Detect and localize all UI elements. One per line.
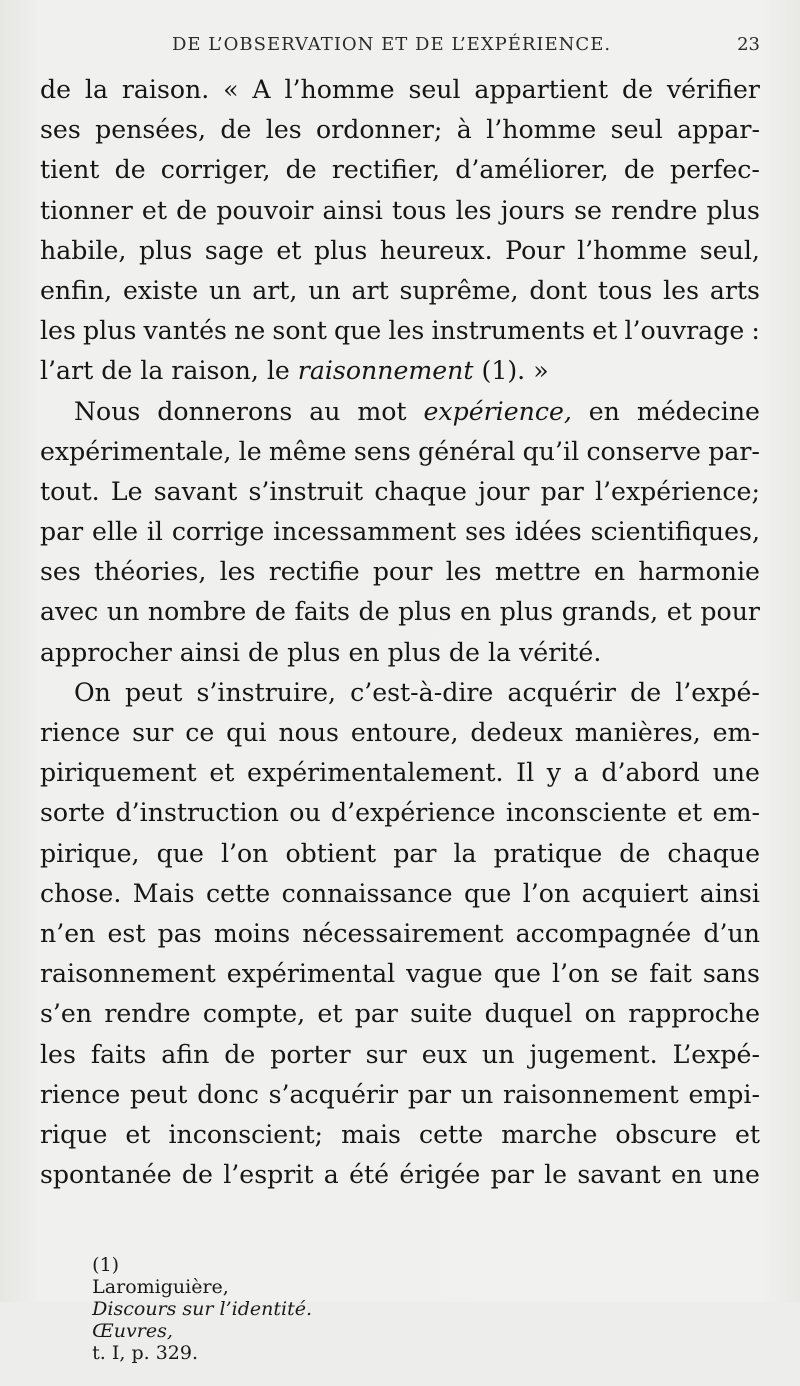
word: en [588, 396, 620, 426]
word: acquérir [507, 677, 616, 707]
word: dont [529, 275, 588, 305]
word: tient [40, 155, 100, 185]
word: compte, [202, 999, 306, 1029]
word: incessamment [273, 517, 457, 547]
text-line [40, 552, 760, 592]
word: On [74, 677, 111, 707]
word: au [309, 396, 341, 426]
word: tous [392, 195, 447, 225]
word: ne [234, 316, 266, 346]
word: plus [313, 235, 368, 265]
word: la [140, 356, 172, 386]
word: pour [700, 597, 760, 627]
word: obtient [285, 838, 377, 868]
word: qui [226, 718, 267, 747]
word: les [455, 195, 492, 225]
word: un [460, 1079, 494, 1109]
word: plus [83, 316, 137, 346]
body-text [40, 70, 760, 1195]
word: les [265, 115, 302, 145]
word: nous [278, 718, 339, 747]
word: enfin, [40, 275, 113, 305]
word: inconsciente [505, 798, 667, 828]
word: expérimental [226, 959, 396, 989]
word: se [574, 195, 602, 225]
word: même [268, 436, 347, 466]
word: de [630, 677, 662, 707]
word: art, [252, 275, 298, 305]
word: l’homme [577, 235, 688, 265]
word: faits [294, 597, 350, 627]
word: arts [709, 275, 760, 305]
word: nombre [147, 597, 247, 627]
word: chaque [374, 476, 467, 506]
word: Le [110, 476, 143, 506]
word: donnerons [157, 396, 293, 426]
text-line [40, 753, 760, 793]
word: pirique, [40, 838, 140, 868]
word: mettre [494, 557, 581, 587]
text-line [40, 834, 760, 874]
word: que [334, 316, 382, 346]
word: les [388, 316, 425, 346]
word: (1). [481, 356, 534, 386]
word: s’acquérir [268, 1079, 399, 1109]
word: savant [577, 1160, 661, 1190]
word: peut [124, 677, 183, 707]
word: vérifier [666, 75, 760, 104]
word: faits [90, 1039, 147, 1069]
word: y [546, 758, 562, 788]
word: les [219, 557, 256, 587]
word: inconscient; [168, 1119, 324, 1149]
word: accompagnée [515, 918, 692, 948]
word: par- [708, 436, 760, 466]
word: afin [161, 1039, 210, 1069]
page-header [160, 34, 760, 60]
word: rique [40, 1119, 108, 1149]
word: pensées, [95, 115, 207, 145]
word: eux [421, 1039, 468, 1069]
word: de [248, 637, 288, 667]
word: et [592, 316, 618, 346]
word: obscure [615, 1119, 717, 1149]
word: en [594, 557, 626, 587]
word: l’homme [284, 75, 395, 104]
footnote-marker: (1) [92, 1254, 120, 1276]
word: manières, [574, 718, 701, 747]
word: l’on [551, 959, 600, 989]
word: l’expérience; [595, 476, 760, 506]
word: instruments [431, 316, 586, 346]
word: seul, [699, 235, 760, 265]
word: que [156, 838, 204, 868]
word: chaque [667, 838, 760, 868]
text-line [40, 673, 760, 713]
word: un [482, 1039, 515, 1069]
word: un [308, 275, 341, 305]
word: expérimentalement. [246, 758, 504, 788]
word: et [141, 195, 167, 225]
text-line [40, 1075, 760, 1115]
text-line [40, 874, 760, 914]
word: tout. [40, 476, 100, 506]
word: sans [702, 959, 760, 989]
word: les [445, 557, 482, 587]
word: théories, [94, 557, 207, 587]
word: acquiert [581, 878, 689, 908]
word: sur [365, 1039, 407, 1069]
word: heureux. [379, 235, 493, 265]
word: il [146, 517, 163, 547]
word: mais [341, 1119, 401, 1149]
word: les [40, 316, 76, 346]
word: s’instruire, [196, 677, 336, 707]
word: d’un [703, 918, 760, 948]
word: plus [706, 195, 760, 225]
word: vérité. [519, 637, 602, 667]
word: plus [287, 637, 349, 667]
word: em- [712, 718, 760, 747]
word: corriger, [160, 155, 271, 185]
word: ainsi [179, 637, 249, 667]
word: s’instruit [248, 476, 364, 506]
word: un [106, 597, 140, 627]
word: ainsi [322, 195, 383, 225]
word: par [540, 476, 584, 506]
text-line [40, 392, 760, 432]
word: on [584, 999, 616, 1029]
word: l’expé- [675, 677, 760, 707]
word: marche [501, 1119, 598, 1149]
word: un [208, 275, 242, 305]
word: de [176, 195, 208, 225]
word: l’art [40, 356, 102, 386]
word: « [223, 75, 239, 104]
word: d’expérience [331, 798, 496, 828]
word: de [114, 155, 146, 185]
word: approcher [40, 637, 180, 667]
word: : [751, 316, 760, 346]
word: raisonnement [40, 959, 216, 989]
word: de [40, 75, 72, 104]
word: de [358, 597, 390, 627]
word: avec [40, 597, 99, 627]
word: savant [153, 476, 238, 506]
footnote-ref: t. I, p. 329. [92, 1342, 199, 1364]
word: rendre [104, 999, 191, 1029]
word: rience [40, 718, 121, 747]
word: porter [270, 1039, 351, 1069]
word: la [453, 838, 477, 868]
word: jour [478, 476, 530, 506]
word: fait [649, 959, 692, 989]
word: à [456, 115, 472, 145]
word: de [448, 637, 488, 667]
word: l’homme [486, 115, 597, 145]
word: harmonie [638, 557, 760, 587]
word: nécessairement [302, 918, 504, 948]
word: les [40, 1039, 76, 1069]
word: par [490, 1160, 534, 1190]
word: expérience, [423, 396, 572, 426]
word: grands, [561, 597, 659, 627]
word: en [460, 597, 492, 627]
footnote [68, 1232, 758, 1386]
word: par [407, 1079, 452, 1109]
word: s’en [40, 999, 93, 1029]
word: de [285, 155, 317, 185]
word: suite [410, 999, 473, 1029]
word: entoure, [350, 718, 459, 747]
word: art [351, 275, 389, 305]
word: piriquement [40, 758, 197, 788]
word: plus [499, 597, 554, 627]
word: pas [157, 918, 202, 948]
word: Pour [505, 235, 565, 265]
running-title: DE L’OBSERVATION ET DE L’EXPÉRIENCE. [172, 34, 612, 55]
word: elle [92, 517, 138, 547]
word: jours [500, 195, 565, 225]
word: vantés [143, 316, 227, 346]
word: cette [419, 1119, 484, 1149]
word: sorte [40, 798, 106, 828]
word: d’abord [601, 758, 700, 788]
word: Il [516, 758, 535, 788]
word: vague [406, 959, 483, 989]
word: existe [122, 275, 199, 305]
word: seul [610, 115, 663, 145]
word: rendre [611, 195, 698, 225]
word: une [712, 1160, 760, 1190]
word: de [101, 356, 141, 386]
word: tous [597, 275, 653, 305]
word: que [493, 959, 541, 989]
word: tionner [40, 195, 133, 225]
word: rectifier, [331, 155, 441, 185]
word: a [573, 758, 589, 788]
word: duquel [484, 999, 573, 1029]
word: le [238, 436, 262, 466]
word: cette [206, 878, 271, 908]
footnote-collection: Œuvres, [92, 1320, 173, 1342]
word: corrige [171, 517, 265, 547]
word: le [266, 356, 298, 386]
word: été [349, 1160, 390, 1190]
word: et [317, 999, 343, 1029]
word: de [622, 75, 654, 104]
footnote-author: Laromiguière, [92, 1276, 229, 1298]
word: sont [272, 316, 327, 346]
word: général [418, 436, 516, 466]
word: mot [357, 396, 407, 426]
word: en [671, 1160, 703, 1190]
word: appartient [474, 75, 609, 104]
text-line [40, 592, 760, 632]
word: raisonnement [503, 1079, 679, 1109]
word: la [487, 637, 520, 667]
text-line [40, 914, 760, 954]
text-line [40, 994, 760, 1034]
word: pratique [493, 838, 603, 868]
word: n’en [40, 918, 96, 948]
text-line [40, 150, 760, 190]
word: » [533, 356, 549, 386]
word: se [610, 959, 639, 989]
word: qu’il [522, 436, 580, 466]
word: jugement. [529, 1039, 658, 1069]
word: habile, [40, 235, 127, 265]
word: plus [138, 235, 193, 265]
word: ordonner; [316, 115, 443, 145]
word: de [619, 838, 651, 868]
word: Mais [132, 878, 195, 908]
word: ainsi [699, 878, 760, 908]
text-line [40, 351, 760, 391]
word: sens [353, 436, 411, 466]
word: l’ouvrage [624, 316, 745, 346]
text-line [40, 512, 760, 552]
word: scientifiques, [590, 517, 760, 547]
word: idées [514, 517, 582, 547]
word: ou [289, 798, 321, 828]
word: et [666, 597, 692, 627]
word: le [544, 1160, 568, 1190]
word: par [354, 999, 398, 1029]
text-line [40, 311, 760, 351]
word: l’on [220, 838, 269, 868]
word: rectifie [268, 557, 360, 587]
word: raison. [121, 75, 210, 104]
word: L’expé- [672, 1039, 760, 1069]
word: érigée [399, 1160, 481, 1190]
text-line [40, 191, 760, 231]
word: sur [132, 718, 174, 747]
word: est [107, 918, 146, 948]
word: que [464, 878, 512, 908]
word: de [623, 155, 655, 185]
word: pouvoir [216, 195, 314, 225]
word: et [125, 1119, 151, 1149]
word: A [252, 75, 271, 104]
word: suprême, [399, 275, 519, 305]
word: plus [398, 597, 452, 627]
text-line [40, 271, 760, 311]
word: l’on [522, 878, 571, 908]
word: seul [408, 75, 461, 104]
word: donc [197, 1079, 259, 1109]
word: empi- [688, 1079, 760, 1109]
word: expérimentale, [40, 436, 232, 466]
word: d’améliorer, [455, 155, 609, 185]
word: de [224, 1039, 256, 1069]
page-number: 23 [737, 34, 760, 55]
word: de [254, 597, 286, 627]
word: raisonnement [297, 356, 482, 386]
word: a [323, 1160, 339, 1190]
text-line [40, 432, 760, 472]
word: rapproche [628, 999, 760, 1029]
word: peut [130, 1079, 188, 1109]
text-line [40, 793, 760, 833]
word: raison, [171, 356, 267, 386]
word: ses [40, 115, 81, 145]
word: l’esprit [223, 1160, 314, 1190]
text-line [40, 633, 760, 673]
word: en [348, 637, 388, 667]
word: ses [40, 557, 81, 587]
word: de [181, 1160, 213, 1190]
word: ses [465, 517, 506, 547]
text-line [40, 1035, 760, 1075]
word: d’instruction [115, 798, 279, 828]
word: ce [185, 718, 215, 747]
word: em- [712, 798, 760, 828]
word: par [40, 517, 84, 547]
word: les [663, 275, 699, 305]
word: dedeux [470, 718, 563, 747]
word: Nous [74, 396, 141, 426]
text-line [40, 954, 760, 994]
word: spontanée [40, 1160, 172, 1190]
word: et [276, 235, 302, 265]
word: médecine [636, 396, 760, 426]
word: conserve [586, 436, 701, 466]
word: rience [40, 1079, 121, 1109]
word: connaissance [281, 878, 453, 908]
text-line [40, 472, 760, 512]
text-line [40, 110, 760, 150]
word: perfec- [670, 155, 760, 185]
word: c’est-à-dire [350, 677, 494, 707]
word: et [677, 798, 703, 828]
text-line [40, 1155, 760, 1195]
word: pour [372, 557, 433, 587]
word: de [220, 115, 252, 145]
word: une [712, 758, 760, 788]
word: moins [213, 918, 291, 948]
word: par [393, 838, 437, 868]
text-line [40, 713, 760, 753]
word: chose. [40, 878, 122, 908]
word: plus [387, 637, 449, 667]
footnote-work: Discours sur l’identité. [92, 1298, 312, 1320]
text-line [40, 1115, 760, 1155]
word: sage [204, 235, 264, 265]
word: appar- [677, 115, 760, 145]
text-line [40, 231, 760, 271]
word: et [734, 1119, 760, 1149]
word: et [209, 758, 235, 788]
word: la [84, 75, 108, 104]
text-line [40, 70, 760, 110]
